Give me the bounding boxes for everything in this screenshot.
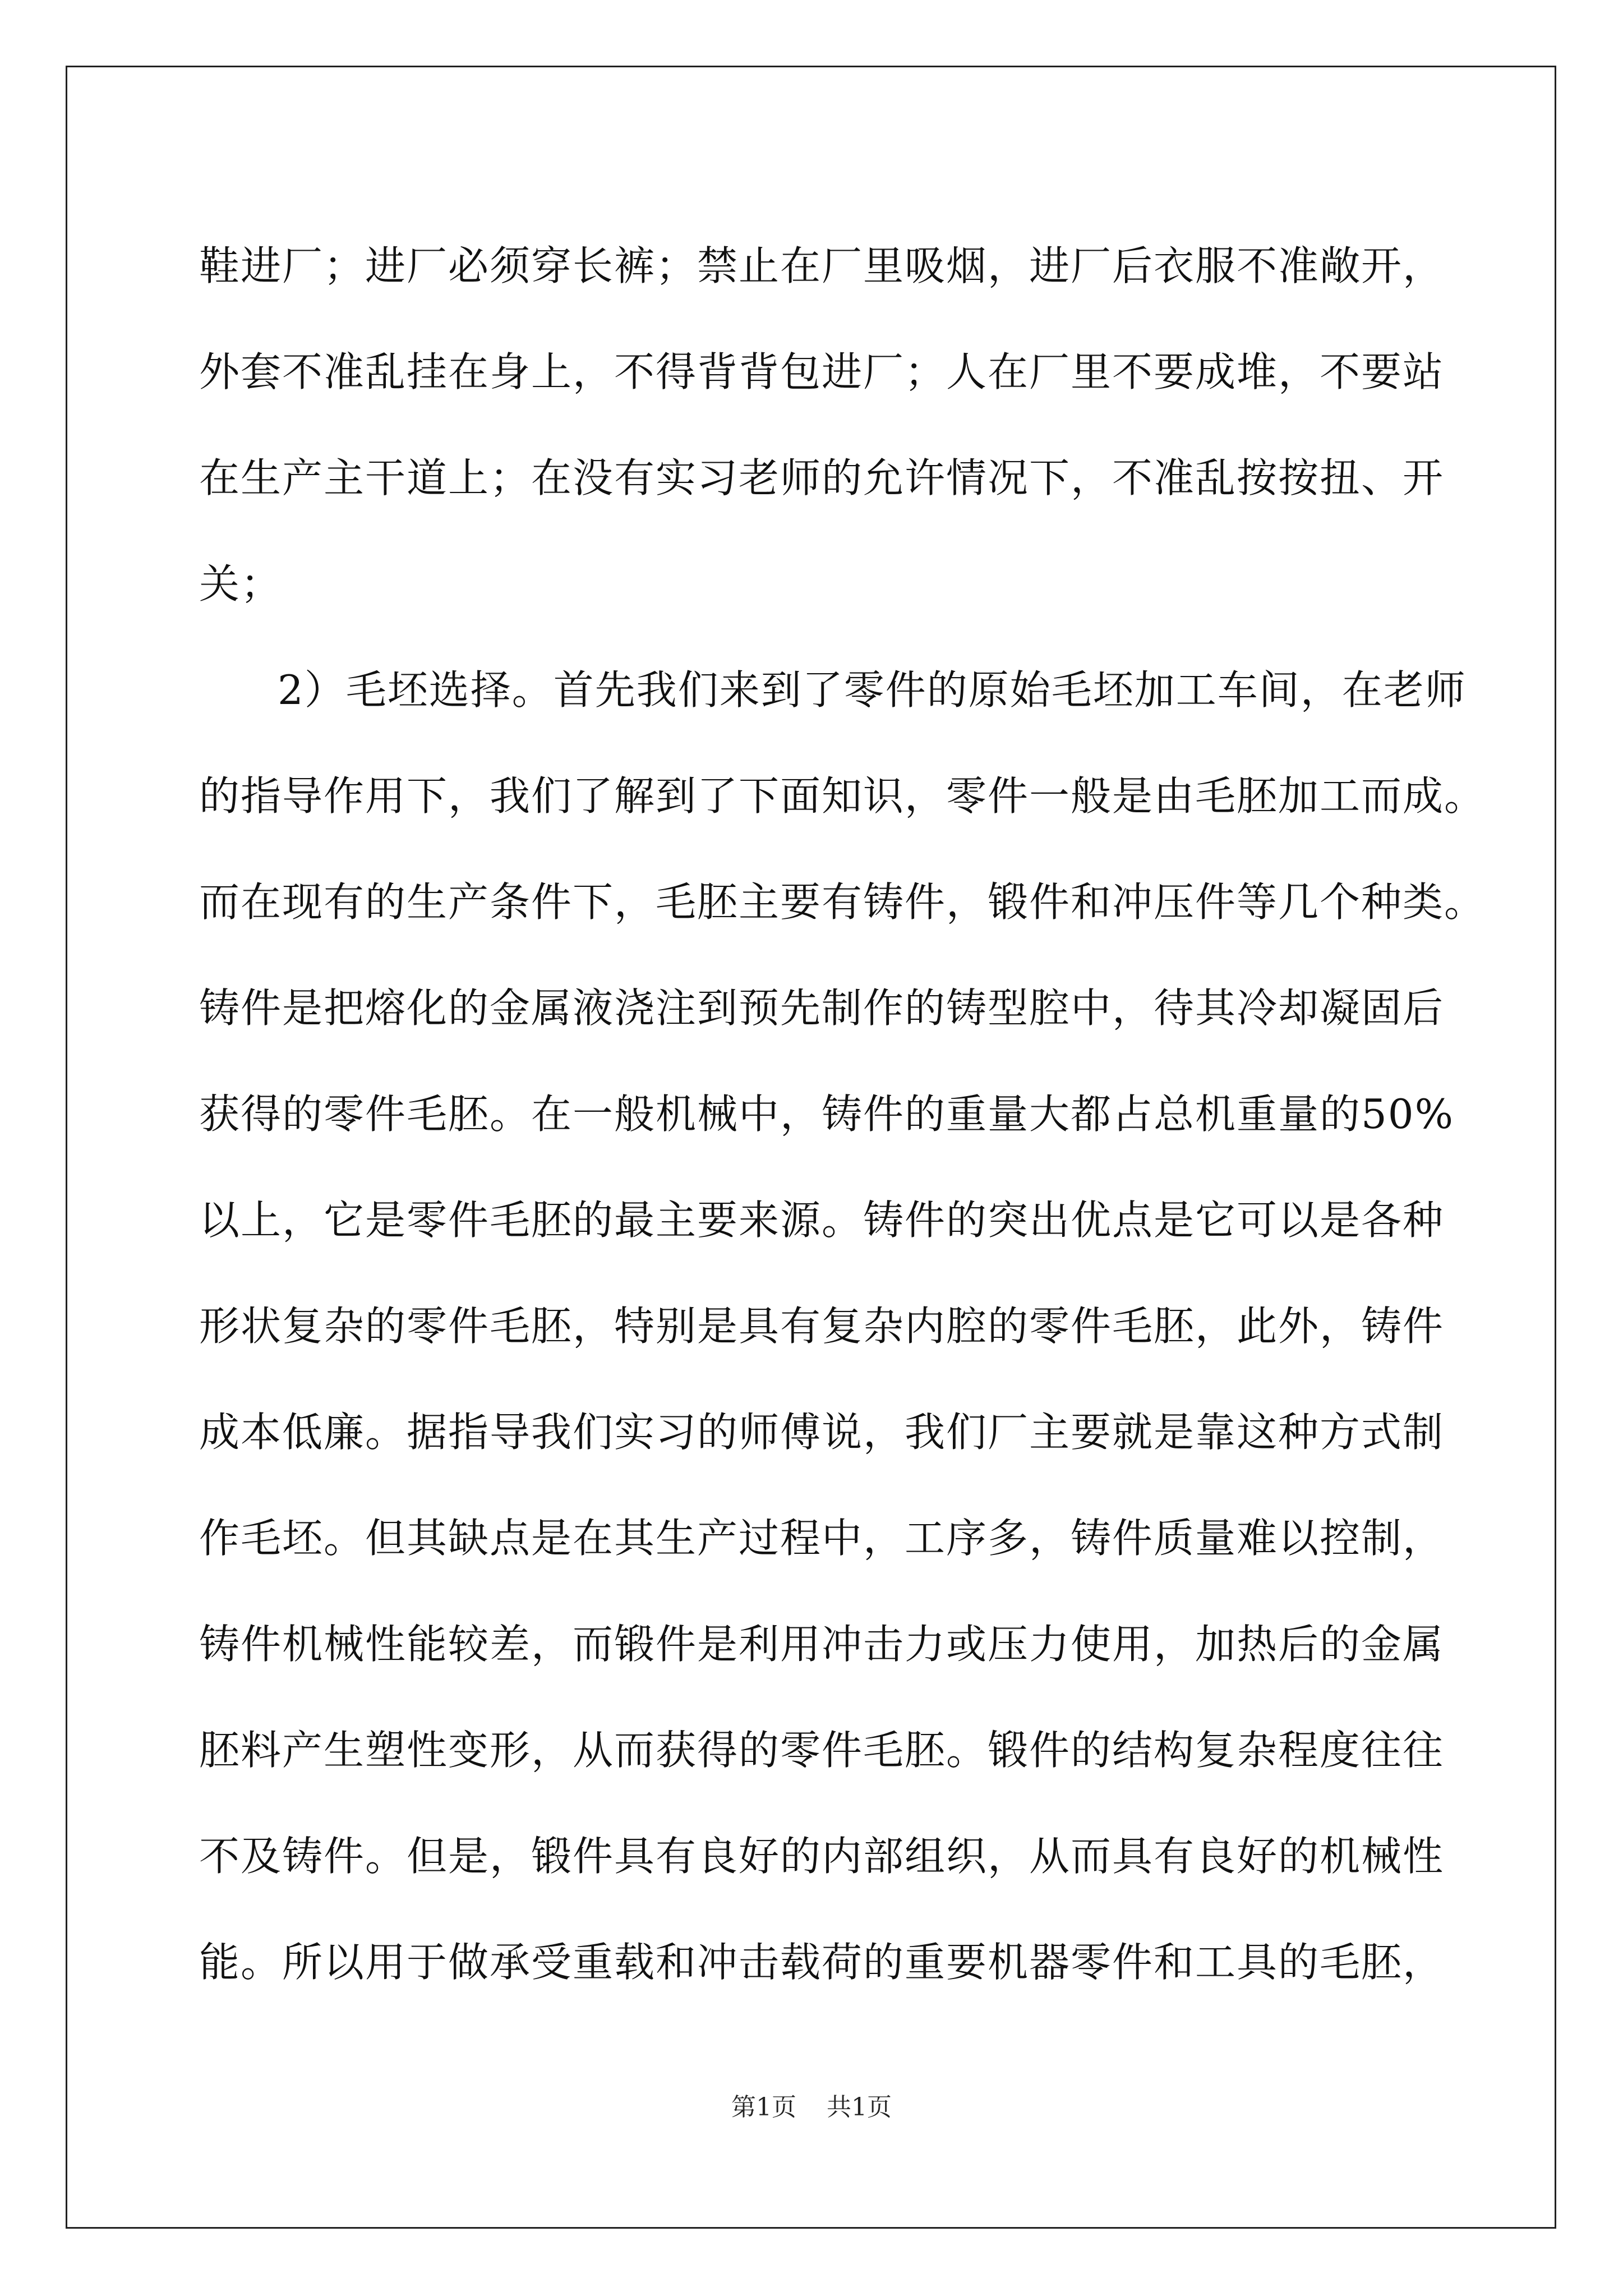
document-body <box>199 213 1486 2016</box>
text-line: 鞋进厂；进厂必须穿长裤；禁止在厂里吸烟，进厂后衣服不准敞开， <box>199 242 1445 289</box>
text-line: 作毛坯。但其缺点是在其生产过程中，工序多，铸件质量难以控制， <box>199 1515 1445 1562</box>
text-line: 在生产主干道上；在没有实习老师的允许情况下，不准乱按按扭、开 <box>199 454 1445 501</box>
page-footer <box>0 2087 1623 2123</box>
page-number: 第1页 <box>731 2093 796 2122</box>
text-line: 以上，它是零件毛胚的最主要来源。铸件的突出优点是它可以是各种 <box>199 1197 1445 1244</box>
text-line: 形状复杂的零件毛胚，特别是具有复杂内腔的零件毛胚，此外，铸件 <box>199 1303 1445 1350</box>
text-line: 铸件是把熔化的金属液浇注到预先制作的铸型腔中，待其冷却凝固后 <box>199 984 1445 1032</box>
text-line: 关； <box>199 560 283 608</box>
text-line: 不及铸件。但是，锻件具有良好的内部组织，从而具有良好的机械性 <box>199 1833 1445 1880</box>
text-line: 能。所以用于做承受重载和冲击载荷的重要机器零件和工具的毛胚， <box>199 1939 1445 1986</box>
text-line: 铸件机械性能较差，而锻件是利用冲击力或压力使用，加热后的金属 <box>199 1621 1445 1668</box>
text-line: 的指导作用下，我们了解到了下面知识，零件一般是由毛胚加工而成。 <box>199 772 1486 820</box>
text-line: 而在现有的生产条件下，毛胚主要有铸件，锻件和冲压件等几个种类。 <box>199 878 1486 926</box>
text-line: 外套不准乱挂在身上，不得背背包进厂；人在厂里不要成堆，不要站 <box>199 348 1445 395</box>
text-line: 成本低廉。据指导我们实习的师傅说，我们厂主要就是靠这种方式制 <box>199 1409 1445 1456</box>
text-line: 获得的零件毛胚。在一般机械中，铸件的重量大都占总机重量的50% <box>199 1091 1455 1138</box>
text-line: 胚料产生塑性变形，从而获得的零件毛胚。锻件的结构复杂程度往往 <box>199 1727 1445 1774</box>
text-line: 2）毛坯选择。首先我们来到了零件的原始毛坯加工车间，在老师 <box>278 666 1467 714</box>
page-total: 共1页 <box>827 2093 892 2122</box>
